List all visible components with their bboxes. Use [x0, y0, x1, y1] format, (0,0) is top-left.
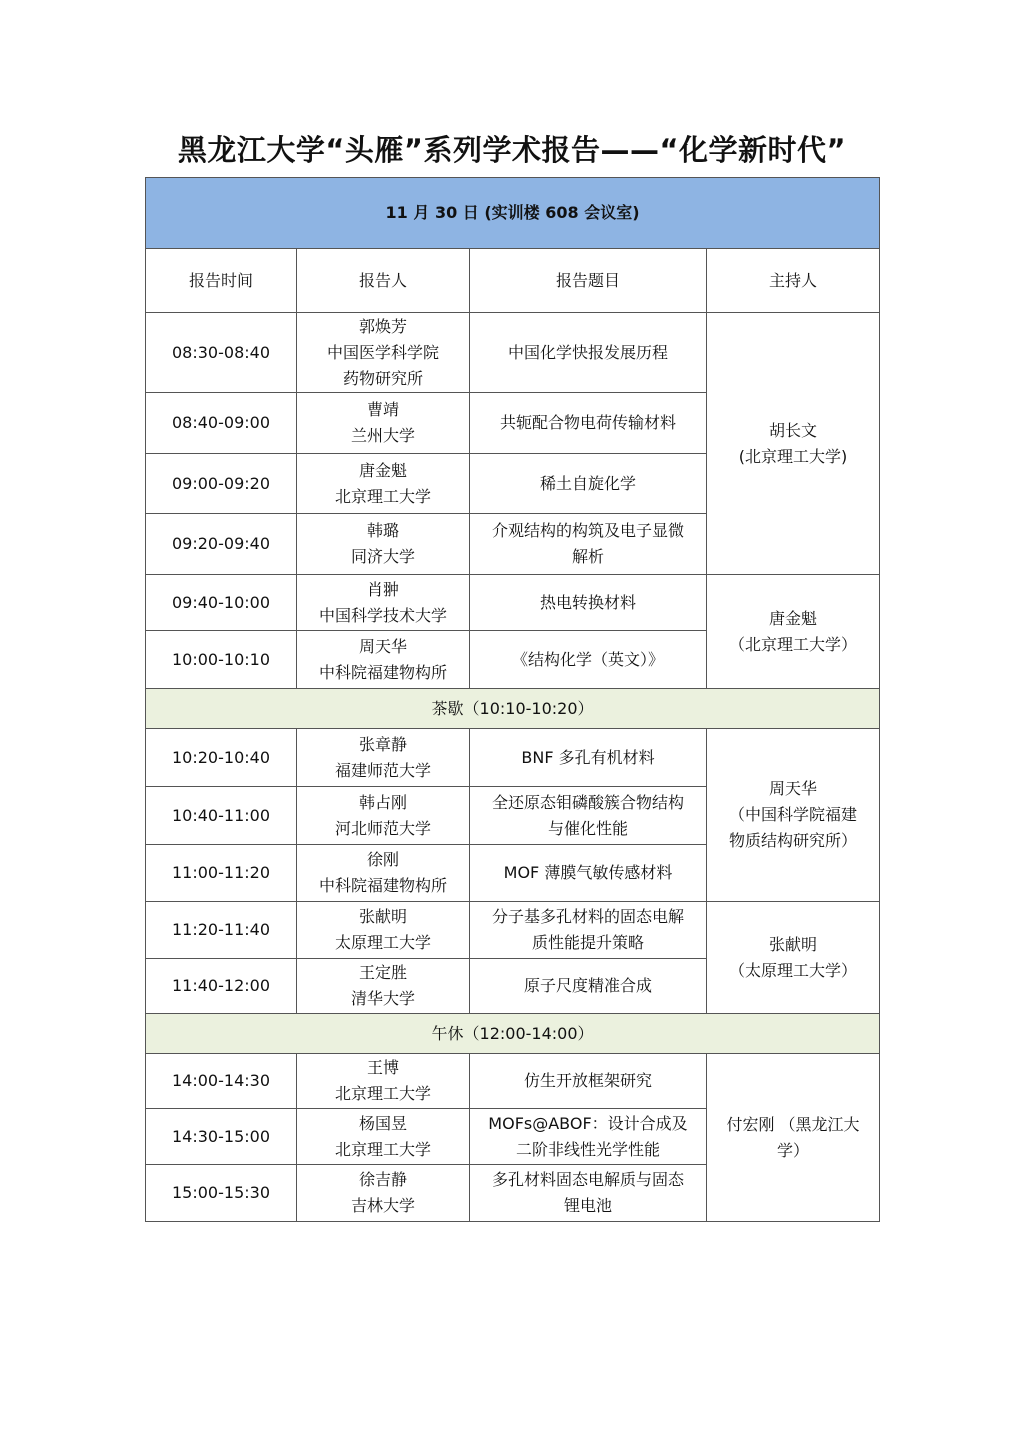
- speaker-affiliation: 清华大学: [350, 989, 415, 1008]
- speaker-name: 曹靖: [366, 400, 399, 419]
- speaker-name: 唐金魁: [358, 460, 407, 480]
- speaker-cell: [297, 514, 470, 575]
- host-affiliation: 学）: [777, 1140, 810, 1160]
- table-row: [146, 575, 880, 631]
- header-time: 报告时间: [146, 249, 297, 313]
- host-name: 张献明: [769, 934, 818, 954]
- speaker-cell: [297, 1165, 470, 1222]
- host-name: 唐金魁: [769, 608, 818, 628]
- topic-cell: [470, 631, 707, 689]
- topic-cell: [470, 729, 707, 787]
- topic-cell: [470, 575, 707, 631]
- time-cell: 11:20-11:40: [146, 902, 297, 959]
- speaker-cell: [297, 902, 470, 959]
- table-row: [146, 729, 880, 787]
- topic-text: MOFs@ABOF：设计合成及: [488, 1113, 688, 1133]
- speaker-affiliation: 吉林大学: [350, 1196, 415, 1215]
- time-cell: 09:00-09:20: [146, 454, 297, 514]
- time-cell: 14:00-14:30: [146, 1054, 297, 1109]
- speaker-name: 周天华: [358, 636, 407, 656]
- time-cell: 11:40-12:00: [146, 959, 297, 1014]
- table-row: [146, 902, 880, 959]
- time-cell: 08:30-08:40: [146, 313, 297, 393]
- speaker-cell: [297, 575, 470, 631]
- host-affiliation: （北京理工大学）: [729, 634, 858, 654]
- speaker-name: 王博: [366, 1058, 399, 1077]
- host-affiliation: （太原理工大学）: [729, 960, 858, 980]
- speaker-affiliation: 北京理工大学: [334, 1084, 431, 1103]
- speaker-affiliation: 太原理工大学: [334, 933, 431, 952]
- tea-break-row: [146, 689, 880, 729]
- date-banner-row: [146, 178, 880, 249]
- host-cell: [707, 902, 880, 1014]
- tea-break-label: 茶歇（10:10-10:20）: [146, 689, 880, 729]
- host-cell: [707, 1054, 880, 1222]
- header-topic: 报告题目: [470, 249, 707, 313]
- topic-cell: [470, 1109, 707, 1165]
- host-affiliation: (北京理工大学): [738, 446, 848, 466]
- time-cell: 09:40-10:00: [146, 575, 297, 631]
- time-cell: 15:00-15:30: [146, 1165, 297, 1222]
- topic-cell: [470, 393, 707, 454]
- speaker-name: 张章静: [358, 734, 407, 754]
- topic-cell: [470, 514, 707, 575]
- date-banner: 11 月 30 日 (实训楼 608 会议室): [146, 178, 880, 249]
- header-speaker: 报告人: [297, 249, 470, 313]
- speaker-affiliation: 药物研究所: [342, 368, 423, 388]
- speaker-affiliation: 中国医学科学院: [326, 342, 439, 362]
- topic-text: 多孔材料固态电解质与固态: [491, 1170, 684, 1189]
- topic-text: 仿生开放框架研究: [523, 1071, 652, 1090]
- speaker-cell: [297, 1109, 470, 1165]
- speaker-name: 张献明: [358, 907, 407, 926]
- host-affiliation: （中国科学院福建: [729, 805, 858, 824]
- time-cell: 10:40-11:00: [146, 787, 297, 845]
- speaker-cell: [297, 729, 470, 787]
- speaker-name: 徐吉静: [358, 1170, 407, 1189]
- speaker-cell: [297, 631, 470, 689]
- speaker-name: 徐刚: [366, 850, 399, 869]
- table-row: [146, 1054, 880, 1109]
- topic-cell: [470, 454, 707, 514]
- speaker-cell: [297, 393, 470, 454]
- topic-text: 热电转换材料: [539, 592, 636, 612]
- speaker-cell: [297, 1054, 470, 1109]
- speaker-cell: [297, 313, 470, 393]
- speaker-name: 肖翀: [366, 579, 399, 599]
- topic-text: 介观结构的构筑及电子显微: [491, 521, 684, 540]
- topic-text: 共轭配合物电荷传输材料: [499, 413, 676, 432]
- host-name: 周天华: [769, 779, 818, 798]
- topic-text: 《结构化学（英文）》: [511, 649, 664, 669]
- host-cell: [707, 313, 880, 575]
- topic-text: 锂电池: [563, 1196, 612, 1215]
- topic-text: 分子基多孔材料的固态电解: [491, 907, 684, 926]
- topic-text: 稀土自旋化学: [539, 473, 636, 493]
- topic-cell: [470, 959, 707, 1014]
- host-affiliation: 物质结构研究所）: [729, 831, 858, 850]
- speaker-affiliation: 福建师范大学: [334, 760, 431, 780]
- topic-text: BNF 多孔有机材料: [521, 747, 655, 767]
- topic-cell: [470, 1054, 707, 1109]
- time-cell: 08:40-09:00: [146, 393, 297, 454]
- speaker-cell: [297, 845, 470, 902]
- speaker-name: 郭焕芳: [358, 316, 407, 336]
- speaker-cell: [297, 454, 470, 514]
- topic-text: MOF 薄膜气敏传感材料: [503, 863, 673, 882]
- lunch-break-row: [146, 1014, 880, 1054]
- topic-text: 质性能提升策略: [531, 933, 644, 952]
- host-name: 付宏刚 （黑龙江大: [726, 1114, 860, 1134]
- topic-text: 与催化性能: [547, 818, 628, 838]
- host-cell: [707, 575, 880, 689]
- time-cell: 09:20-09:40: [146, 514, 297, 575]
- topic-text: 全还原态钼磷酸簇合物结构: [491, 792, 684, 812]
- speaker-name: 王定胜: [358, 963, 407, 982]
- time-cell: 14:30-15:00: [146, 1109, 297, 1165]
- topic-cell: [470, 1165, 707, 1222]
- table-row: [146, 313, 880, 393]
- speaker-affiliation: 中科院福建物构所: [318, 876, 447, 895]
- topic-cell: [470, 787, 707, 845]
- speaker-cell: [297, 959, 470, 1014]
- speaker-name: 杨国昱: [358, 1113, 407, 1133]
- time-cell: 10:00-10:10: [146, 631, 297, 689]
- speaker-affiliation: 北京理工大学: [334, 1139, 431, 1159]
- speaker-cell: [297, 787, 470, 845]
- speaker-affiliation: 河北师范大学: [334, 818, 431, 838]
- speaker-affiliation: 北京理工大学: [334, 486, 431, 506]
- speaker-affiliation: 同济大学: [350, 547, 415, 566]
- lunch-break-label: 午休（12:00-14:00）: [146, 1014, 880, 1054]
- topic-text: 二阶非线性光学性能: [515, 1139, 660, 1159]
- page-title: 黑龙江大学“头雁”系列学术报告——“化学新时代”: [177, 133, 847, 167]
- header-host: 主持人: [707, 249, 880, 313]
- host-name: 胡长文: [769, 420, 818, 440]
- speaker-name: 韩占刚: [358, 792, 407, 812]
- speaker-affiliation: 兰州大学: [350, 426, 415, 445]
- speaker-affiliation: 中国科学技术大学: [318, 605, 447, 625]
- topic-cell: [470, 902, 707, 959]
- time-cell: 10:20-10:40: [146, 729, 297, 787]
- host-cell: [707, 729, 880, 902]
- time-cell: 11:00-11:20: [146, 845, 297, 902]
- table-header-row: [146, 249, 880, 313]
- speaker-name: 韩璐: [366, 521, 399, 540]
- topic-text: 中国化学快报发展历程: [507, 342, 668, 362]
- speaker-affiliation: 中科院福建物构所: [318, 662, 447, 682]
- topic-cell: [470, 845, 707, 902]
- topic-cell: [470, 313, 707, 393]
- topic-text: 原子尺度精准合成: [523, 976, 652, 995]
- topic-text: 解析: [571, 547, 604, 566]
- schedule-table: [145, 177, 880, 1222]
